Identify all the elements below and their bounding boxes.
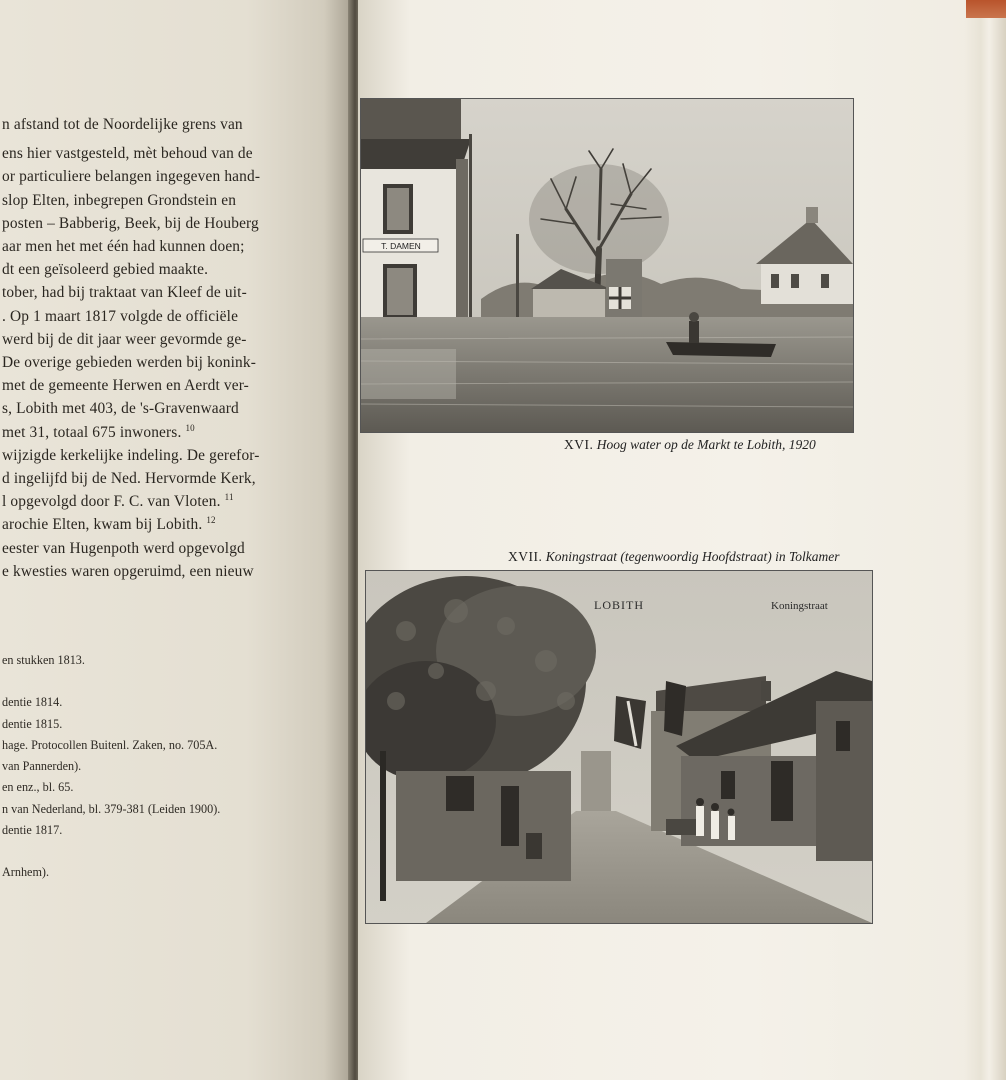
text-line: posten – Babberig, Beek, bij de Houberg: [2, 214, 259, 232]
text-line: met de gemeente Herwen en Aerdt ver-: [2, 377, 249, 395]
footnote: Arnhem).: [2, 865, 50, 880]
text-line: [2, 490, 302, 513]
footnotes: [2, 650, 302, 884]
postcard-place-label: LOBITH: [594, 598, 644, 612]
text-line: e kwesties waren opgeruimd, een nieuw: [2, 562, 254, 580]
footnote: van Pannerden).: [2, 759, 82, 774]
shop-sign-text: T. DAMEN: [381, 241, 421, 251]
text-line: [2, 513, 302, 536]
footnote-ref: 12: [206, 515, 216, 526]
text-line: eester van Hugenpoth werd opgevolgd: [2, 539, 245, 557]
left-page: [0, 0, 352, 1080]
text-line: tober, had bij traktaat van Kleef de uit-: [2, 284, 247, 302]
street-photo-image: [366, 571, 872, 923]
text-line: d ingelijfd bij de Ned. Hervormde Kerk,: [2, 470, 256, 488]
right-page: [358, 0, 1006, 1080]
caption-plate-17: [508, 549, 840, 565]
text-line: . Op 1 maart 1817 volgde de officiële: [2, 307, 239, 325]
footnote: dentie 1815.: [2, 716, 63, 731]
footnote: dentie 1814.: [2, 695, 63, 710]
caption-plate-16: [564, 437, 816, 453]
flood-photo-image: [361, 99, 853, 432]
photo-koningstraat: [365, 570, 873, 924]
photo-flooded-market: [360, 98, 854, 433]
text-line: slop Elten, inbegrepen Grondstein en: [2, 191, 237, 209]
footnote: en enz., bl. 65.: [2, 780, 74, 795]
footnote: n van Nederland, bl. 379-381 (Leiden 1900).: [2, 801, 221, 816]
footnote-ref: 10: [185, 422, 195, 433]
text-line: n afstand tot de Noordelijke grens van: [2, 116, 243, 133]
footnote: dentie 1817.: [2, 823, 63, 838]
footnote-ref: 11: [224, 492, 234, 503]
footnote: hage. Protocollen Buitenl. Zaken, no. 705A.: [2, 737, 218, 752]
text-line-content: met 31, totaal 675 inwoners.: [2, 423, 182, 441]
text-line-content: l opgevolgd door F. C. van Vloten.: [2, 493, 221, 511]
text-line: dt een geïsoleerd gebied maakte.: [2, 261, 209, 279]
text-line-content: arochie Elten, kwam bij Lobith.: [2, 516, 203, 534]
text-line: werd bij de dit jaar weer gevormde ge-: [2, 330, 247, 348]
text-line: aar men het met één had kunnen doen;: [2, 238, 245, 256]
footnote: en stukken 1813.: [2, 653, 85, 667]
text-line: De overige gebieden werden bij konink-: [2, 354, 257, 372]
plate-number: XVI.: [564, 437, 594, 452]
plate-caption: Koningstraat (tegenwoordig Hoofdstraat) in Tolkamer: [545, 549, 840, 564]
text-line: or particuliere belangen ingegeven hand-: [2, 168, 261, 186]
plate-number: XVII.: [508, 549, 543, 564]
body-text: [2, 113, 302, 583]
postcard-street-label: Koningstraat: [771, 600, 828, 612]
plate-caption: Hoog water op de Markt te Lobith, 1920: [596, 437, 816, 452]
text-line: [2, 421, 302, 444]
text-line: s, Lobith met 403, de 's-Gravenwaard: [2, 400, 239, 418]
text-line: ens hier vastgesteld, mèt behoud van de: [2, 145, 253, 163]
page-edge: [964, 0, 1006, 1080]
text-line: wijzigde kerkelijke indeling. De gerefor-: [2, 446, 260, 464]
bookmark-tab: [966, 0, 1006, 18]
